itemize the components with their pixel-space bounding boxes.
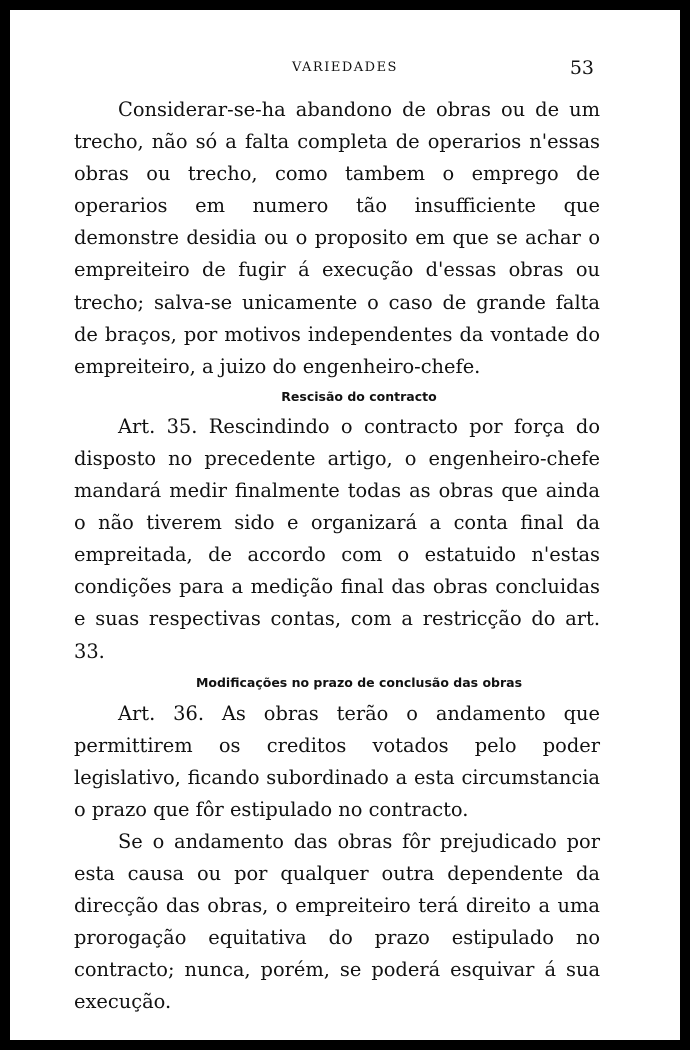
paragraph-art-36: Art. 36. As obras terão o andamento que permittirem os creditos votados pelo poder legislativo, ficando subordinado a esta circumstancia o prazo que fôr estipulado no contracto. bbox=[74, 701, 600, 821]
page-number: 53 bbox=[569, 57, 594, 79]
running-title: VARIEDADES bbox=[292, 60, 398, 75]
section-heading-rescission: Rescisão do contracto bbox=[281, 388, 437, 404]
paragraph-abandonment: Considerar-se-ha abandono de obras ou de um trecho, não só a falta completa de operarios n'essas obras ou trecho, como tambem o emprego de operarios em numero tão insufficiente que demonstre desidia ou o proposito em que se achar o empreiteiro de fugir á execução d'essas obras ou trecho; salva-se unicamente o caso de grande falta de braços, por motivos independentes da vontade do empreiteiro, a juizo do engenheiro-chefe. bbox=[74, 98, 600, 378]
body-text bbox=[74, 94, 600, 1019]
paragraph-art-35: Art. 35. Rescindindo o contracto por força do disposto no precedente artigo, o engenheiro-chefe mandará medir finalmente todas as obras que ainda o não tiverem sido e organizará a conta final da empreitada, de accordo com o estatuido n'estas condições para a medição final das obras concluidas e suas respectivas contas, com a restricção do art. 33. bbox=[74, 414, 600, 663]
paragraph-extension: Se o andamento das obras fôr prejudicado por esta causa ou por qualquer outra dependente da direcção das obras, o empreiteiro terá direito a uma prorogação equitativa do prazo estipulado no contracto; nunca, porém, se poderá esquivar á sua execução. bbox=[74, 829, 600, 1014]
page-header bbox=[10, 56, 680, 80]
section-heading-deadline-changes: Modificações no prazo de conclusão das obras bbox=[195, 674, 523, 690]
book-page bbox=[10, 10, 680, 1040]
